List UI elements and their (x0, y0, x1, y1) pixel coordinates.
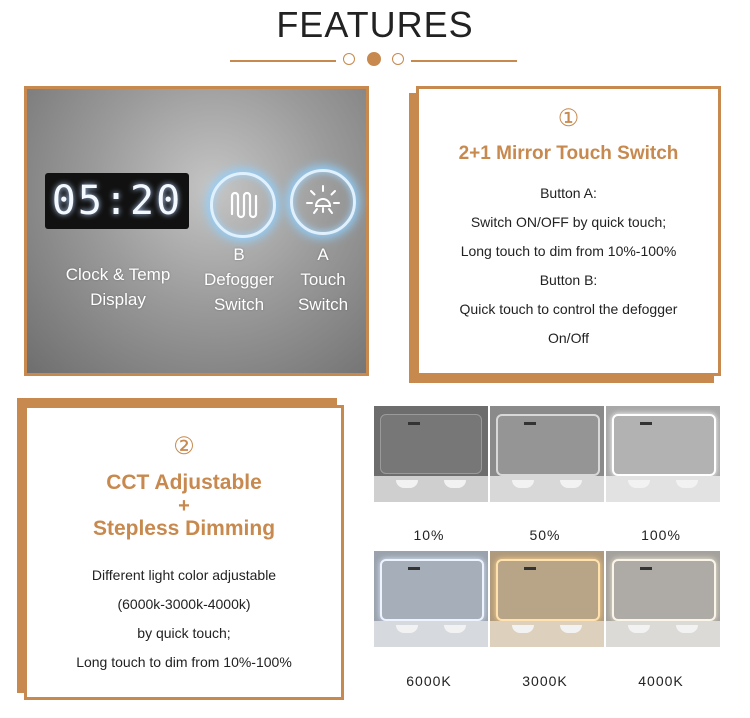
photo-caption: 50% (529, 527, 561, 543)
feature-title: Stepless Dimming (92, 517, 276, 540)
defogger-switch-label: B Defogger Switch (204, 245, 274, 314)
bathroom-photo-10 (374, 406, 488, 502)
photo-caption: 4000K (638, 673, 684, 689)
page-title: FEATURES (276, 4, 474, 45)
clock-temp-label: Clock & Temp Display (65, 265, 171, 309)
feature-text: Long touch to dim from 10%-100% (76, 654, 292, 670)
feature-text: by quick touch; (137, 625, 231, 641)
divider-dot-active (367, 52, 381, 66)
photo-caption: 100% (641, 527, 681, 543)
divider-dot (343, 53, 355, 65)
clock-display: 05:20 (45, 173, 189, 229)
feature-text: Switch ON/OFF by quick touch; (470, 214, 667, 230)
photo-caption: 6000K (406, 673, 452, 689)
bathroom-photo-100 (606, 406, 720, 502)
feature-title: 2+1 Mirror Touch Switch (458, 143, 679, 164)
feature-title: CCT Adjustable (106, 471, 262, 494)
feature-text: Quick touch to control the defogger (459, 301, 678, 317)
bathroom-photo-6000k (374, 551, 488, 647)
touch-switch-label: A Touch Switch (297, 245, 349, 314)
divider-dot (392, 53, 404, 65)
light-touch-button (290, 169, 356, 235)
photo-caption: 10% (413, 527, 445, 543)
title-divider-right (411, 60, 517, 62)
feature-text: Different light color adjustable (91, 567, 277, 583)
feature-text: Button A: (540, 185, 597, 201)
bathroom-photo-4000k (606, 551, 720, 647)
feature-number: ① (557, 105, 580, 132)
light-bulb-icon (303, 182, 343, 222)
feature-2-box (24, 405, 344, 700)
defogger-touch-button (210, 172, 276, 238)
feature-text: Button B: (539, 272, 598, 288)
title-divider-left (230, 60, 336, 62)
bathroom-photo-50 (490, 406, 604, 502)
feature-text: On/Off (548, 330, 589, 346)
bathroom-photo-3000k (490, 551, 604, 647)
feature-1-box (416, 86, 721, 376)
defogger-icon (226, 188, 260, 222)
feature-number: ② (173, 433, 195, 460)
feature-text: Long touch to dim from 10%-100% (460, 243, 677, 259)
feature-text: (6000k-3000k-4000k) (117, 596, 251, 612)
photo-caption: 3000K (522, 673, 568, 689)
feature-title-plus: + (178, 495, 190, 517)
mirror-product-image (24, 86, 369, 376)
